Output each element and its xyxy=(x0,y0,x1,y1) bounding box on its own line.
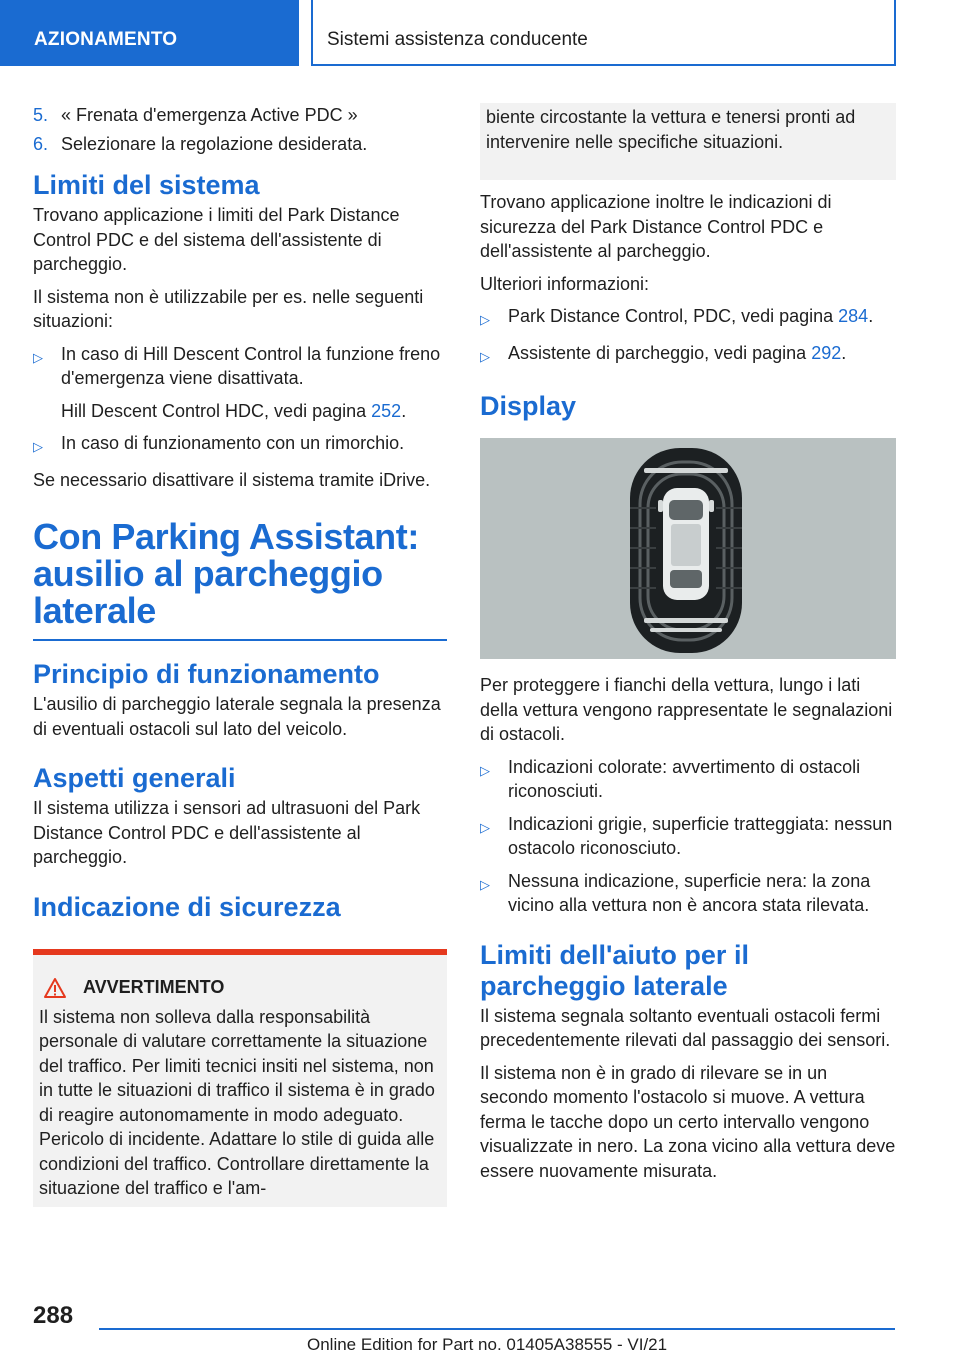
triangle-bullet-icon: ▷ xyxy=(480,762,490,778)
list-item: 6. Selezionare la regolazione desiderata. xyxy=(33,133,368,154)
display-list xyxy=(480,755,896,918)
warning-box-continued: biente circostante la vettura e tenersi pronti ad intervenire nelle specifiche situazioni. xyxy=(480,103,896,180)
principle-heading: Principio di funzionamento xyxy=(33,659,380,689)
paragraph: L'ausilio di parcheggio laterale segnala la presenza di eventuali ostacoli sul lato del veicolo. xyxy=(33,694,441,739)
paragraph: Il sistema non è in grado di rilevare se in un secondo momento l'ostacolo si muove. A vettura ferma le tacche dopo un certo intervallo vengono visualizzate in nero. La zona vicino alla vettura deve essere nuovamente misurata. xyxy=(480,1062,896,1181)
main-heading: Con Parking Assistant: ausilio al parcheggio laterale xyxy=(33,518,447,641)
step-list xyxy=(33,103,447,156)
limits-heading: Limiti del sistema xyxy=(33,170,260,200)
left-column xyxy=(33,103,447,1207)
paragraph: Trovano applicazione inoltre le indicazioni di sicurezza del Park Distance Control PDC e dell'assistente al parcheggio. xyxy=(480,192,832,261)
edition-text: Online Edition for Part no. 01405A38555 - VI/21 xyxy=(307,1335,668,1354)
list-item: ▷ Assistente di parcheggio, vedi pagina 292. xyxy=(480,341,896,370)
triangle-bullet-icon: ▷ xyxy=(33,349,43,365)
list-item: ▷ In caso di funzionamento con un rimorchio. xyxy=(33,431,447,460)
triangle-bullet-icon: ▷ xyxy=(480,312,490,327)
list-item: ▷ Indicazioni grigie, superficie tratteggiata: nessun ostacolo riconosciuto. xyxy=(480,812,896,861)
triangle-bullet-icon: ▷ xyxy=(480,876,490,892)
right-column xyxy=(480,103,896,1191)
reference-list xyxy=(480,304,896,369)
list-item: ▷ Park Distance Control, PDC, vedi pagina 284. xyxy=(480,304,896,333)
page-number: 288 xyxy=(33,1302,74,1329)
list-item: ▷ Nessuna indicazione, superficie nera: la zona vicino alla vettura non è ancora stata rilevata. xyxy=(480,869,896,918)
page-link[interactable]: 284 xyxy=(838,306,869,326)
paragraph: Il sistema segnala soltanto eventuali ostacoli fermi precedentemente rilevati dal passaggio dei sensori. xyxy=(480,1005,891,1050)
warning-label: AVVERTIMENTO xyxy=(83,977,225,997)
paragraph: Se necessario disattivare il sistema tramite iDrive. xyxy=(33,469,431,490)
paragraph: Il sistema non è utilizzabile per es. nelle seguenti situazioni: xyxy=(33,286,424,331)
list-item: ▷ In caso di Hill Descent Control la funzione freno d'emergenza viene disattivata. Hill Descent Control HDC, vedi pagina 252. xyxy=(33,342,447,424)
parking-display-image xyxy=(480,438,896,659)
safety-heading: Indicazione di sicurezza xyxy=(33,891,341,922)
page-link[interactable]: 292 xyxy=(811,342,842,363)
list-item: ▷ Indicazioni colorate: avvertimento di ostacoli riconosciuti. xyxy=(480,755,896,804)
triangle-bullet-icon: ▷ xyxy=(33,439,43,454)
paragraph: Ulteriori informazioni: xyxy=(480,273,650,294)
chapter-title: Sistemi assistenza conducente xyxy=(311,0,896,66)
triangle-bullet-icon: ▷ xyxy=(480,348,490,364)
page-link[interactable]: 252 xyxy=(371,400,402,421)
display-heading: Display xyxy=(480,391,577,421)
list-item: 5. « Frenata d'emergenza Active PDC » xyxy=(33,105,358,125)
limits-list xyxy=(33,342,447,460)
footer-divider xyxy=(99,1328,895,1330)
car-top-view-icon xyxy=(480,438,896,659)
section-tab: AZIONAMENTO xyxy=(0,0,299,66)
warning-triangle-icon xyxy=(43,977,67,999)
limits2-heading: Limiti dell'aiuto per il parcheggio laterale xyxy=(480,939,749,1001)
warning-text: Il sistema non solleva dalla responsabilità personale di valutare correttamente la situazione del traffico. Per limiti tecnici insiti nel sistema, non in tutte le situazioni di traffico il sistema è in grado di reagire autonomamente in modo adeguato. Pericolo di incidente. Adattare lo stile di guida alle condizioni del traffico. Controllare direttamente la situazione del traffico e l'am- xyxy=(39,1006,435,1198)
triangle-bullet-icon: ▷ xyxy=(480,819,490,835)
paragraph: Per proteggere i fianchi della vettura, lungo i lati della vettura vengono rappresentate le segnalazioni di ostacoli. xyxy=(480,675,893,744)
general-heading: Aspetti generali xyxy=(33,763,236,793)
paragraph: Il sistema utilizza i sensori ad ultrasuoni del Park Distance Control PDC e dell'assistente al parcheggio. xyxy=(33,798,421,867)
warning-box xyxy=(33,949,447,1207)
paragraph: Trovano applicazione i limiti del Park Distance Control PDC e del sistema dell'assistente di parcheggio. xyxy=(33,205,400,274)
